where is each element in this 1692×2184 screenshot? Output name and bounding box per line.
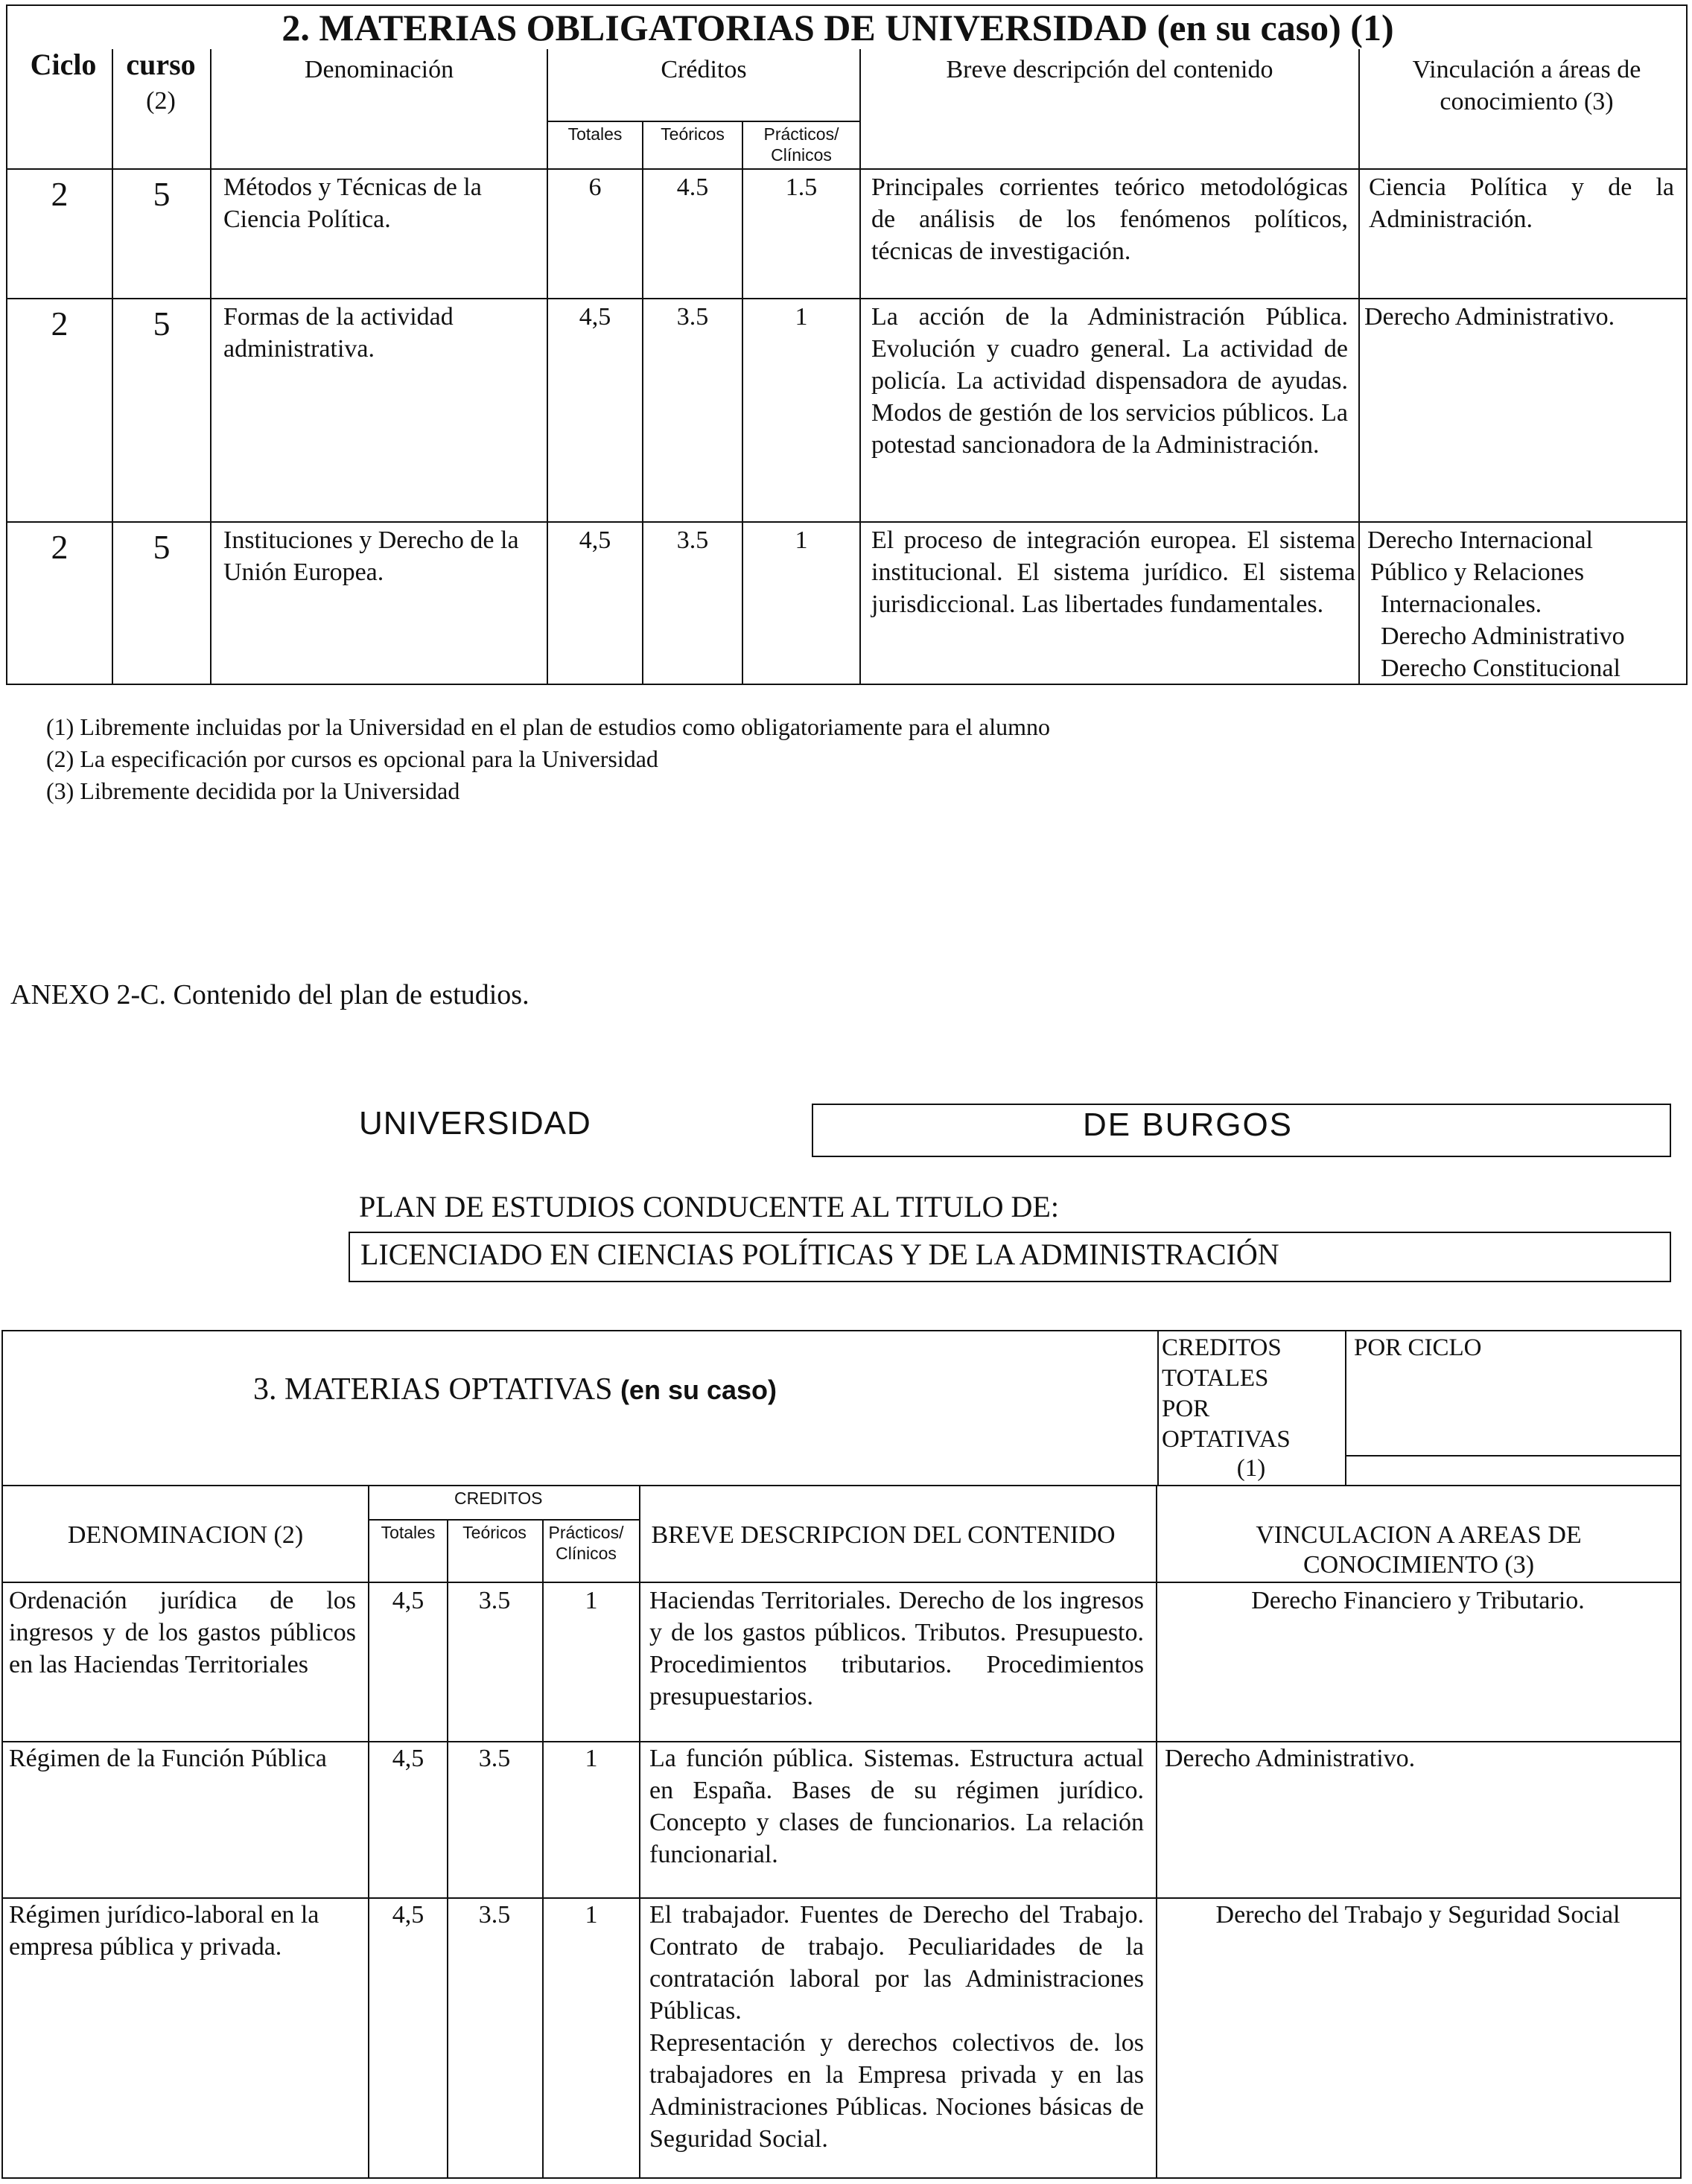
- rule: [6, 521, 1688, 523]
- header-vinculacion: Vinculación a áreas de conocimiento (3): [1412, 56, 1641, 115]
- row2-ciclo: 2: [51, 305, 69, 343]
- row3-descripcion: El proceso de integración europea. El sistema institucional. El sistema jurídico. El sistema jurisdiccional. Las libertades fundamentales.: [871, 526, 1355, 618]
- row3-practicos: 1: [795, 526, 808, 554]
- header-practicos: Prácticos/ Clínicos: [548, 1523, 624, 1563]
- row3-vinculacion-line: Derecho Internacional: [1367, 526, 1593, 554]
- row1-vinculacion: Ciencia Política y de la Administración.: [1369, 173, 1674, 233]
- rule: [639, 1486, 640, 2177]
- row2-curso: 5: [153, 305, 171, 343]
- header-descripcion: Breve descripción del contenido: [946, 56, 1273, 83]
- header-teoricos: Teóricos: [462, 1523, 527, 1542]
- row2-teoricos: 3.5: [676, 303, 709, 331]
- universidad-label: UNIVERSIDAD: [359, 1105, 591, 1142]
- creditos-note: (1): [1236, 1455, 1266, 1482]
- opt-row3-vinculacion: Derecho del Trabajo y Seguridad Social: [1215, 1901, 1621, 1929]
- creditos-totales: CREDITOS TOTALES POR OPTATIVAS: [1162, 1334, 1291, 1453]
- universidad-value: DE BURGOS: [1082, 1107, 1294, 1143]
- footnote: (2) La especificación por cursos es opcional para la Universidad: [46, 745, 658, 772]
- row3-ciclo: 2: [51, 528, 69, 566]
- footnote: (3) Libremente decidida por la Universidad: [46, 777, 460, 804]
- rule: [642, 121, 643, 685]
- header-denominacion: DENOMINACION (2): [67, 1521, 304, 1549]
- header-descripcion: BREVE DESCRIPCION DEL CONTENIDO: [651, 1521, 1116, 1549]
- row3-vinculacion-line: Derecho Constitucional: [1381, 655, 1621, 682]
- opt-row3-teoricos: 3.5: [478, 1901, 511, 1929]
- header-denominacion: Denominación: [304, 56, 454, 83]
- rule: [547, 121, 859, 122]
- row2-descripcion: La acción de la Administración Pública. Evolución y cuadro general. La actividad de policía. La actividad dispensadora de ayudas. Modos de gestión de los servicios públicos. La potestad sancionadora de la Administración.: [871, 303, 1348, 459]
- opt-row2-teoricos: 3.5: [478, 1745, 511, 1772]
- section3-title-main: 3. MATERIAS OPTATIVAS: [253, 1372, 613, 1407]
- row3-totales: 4,5: [579, 526, 611, 554]
- footnotes: [46, 711, 1536, 807]
- rule: [6, 4, 7, 685]
- section3-title: [253, 1370, 1072, 1410]
- header-practicos: Prácticos/ Clínicos: [763, 124, 839, 165]
- rule: [1345, 1455, 1682, 1456]
- opt-row1-vinculacion: Derecho Financiero y Tributario.: [1251, 1587, 1585, 1614]
- row1-totales: 6: [588, 173, 602, 201]
- rule: [447, 1519, 448, 2177]
- opt-row1-totales: 4,5: [392, 1587, 424, 1614]
- rule: [1680, 1330, 1682, 2179]
- row1-denominacion: Métodos y Técnicas de la Ciencia Política.: [223, 173, 482, 233]
- opt-row1-practicos: 1: [585, 1587, 598, 1614]
- opt-row1-descripcion: Haciendas Territoriales. Derecho de los ingresos y de los gastos públicos. Tributos. Presupuesto. Procedimientos tributarios. Procedimientos presupuestarios.: [649, 1587, 1144, 1710]
- rule: [1, 1485, 1682, 1486]
- plan-label: PLAN DE ESTUDIOS CONDUCENTE AL TITULO DE:: [359, 1190, 1059, 1223]
- opt-row3-descripcion: [649, 1899, 1144, 2155]
- row3-vinculacion-line: Público y Relaciones: [1370, 558, 1585, 586]
- opt-row2-totales: 4,5: [392, 1745, 424, 1772]
- opt-row2-practicos: 1: [585, 1745, 598, 1772]
- row2-totales: 4,5: [579, 303, 611, 331]
- opt-row3-descripcion-p2: Representación y derechos colectivos de. los trabajadores en la Empresa privada y en las Administraciones Públicas. Nociones básicas de Seguridad Social.: [649, 2029, 1144, 2153]
- header-curso: curso: [126, 48, 196, 81]
- section3-title-suffix: (en su caso): [620, 1375, 777, 1405]
- rule: [1345, 1330, 1346, 1486]
- opt-row2-descripcion: La función pública. Sistemas. Estructura actual en España. Bases de su régimen jurídico. Concepto y clases de funcionarios. La relación funcionarial.: [649, 1745, 1144, 1868]
- opt-row3-totales: 4,5: [392, 1901, 424, 1929]
- footnote: (1) Libremente incluidas por la Universidad en el plan de estudios como obligatoriamente para el alumno: [46, 713, 1051, 740]
- section2-title: 2. MATERIAS OBLIGATORIAS DE UNIVERSIDAD (en su caso) (1): [282, 7, 1394, 48]
- rule: [1, 1330, 1682, 1331]
- opt-row2-denominacion: Régimen de la Función Pública: [9, 1745, 327, 1772]
- row2-practicos: 1: [795, 303, 808, 331]
- rule: [1358, 49, 1360, 685]
- header-ciclo: Ciclo: [30, 48, 97, 81]
- opt-row3-practicos: 1: [585, 1901, 598, 1929]
- rule: [859, 49, 861, 685]
- rule: [210, 49, 212, 685]
- rule: [6, 298, 1688, 299]
- por-ciclo: POR CICLO: [1354, 1334, 1482, 1361]
- titulo-value: LICENCIADO EN CIENCIAS POLÍTICAS Y DE LA ADMINISTRACIÓN: [360, 1238, 1279, 1271]
- rule: [1, 1582, 1682, 1583]
- rule: [1, 2177, 1682, 2179]
- rule: [1, 1330, 3, 2179]
- rule: [368, 1519, 639, 1521]
- opt-row3-descripcion-p1: El trabajador. Fuentes de Derecho del Trabajo. Contrato de trabajo. Peculiaridades de la contratación laboral por las Administraciones Públicas.: [649, 1901, 1144, 2025]
- header-teoricos: Teóricos: [661, 124, 725, 144]
- row1-teoricos: 4.5: [676, 173, 709, 201]
- header-totales: Totales: [381, 1523, 436, 1542]
- header-vinculacion: VINCULACION A AREAS DE CONOCIMIENTO (3): [1256, 1521, 1582, 1579]
- row2-denominacion: Formas de la actividad administrativa.: [223, 303, 454, 363]
- row1-practicos: 1.5: [785, 173, 818, 201]
- row1-curso: 5: [153, 175, 171, 213]
- rule: [1157, 1330, 1159, 1486]
- header-creditos: Créditos: [661, 56, 747, 83]
- opt-row1-denominacion: Ordenación jurídica de los ingresos y de los gastos públicos en las Haciendas Territoriales: [9, 1587, 356, 1678]
- row3-vinculacion-line: Internacionales.: [1381, 590, 1542, 618]
- row3-curso: 5: [153, 528, 171, 566]
- rule: [742, 121, 743, 685]
- row1-descripcion: Principales corrientes teórico metodológicas de análisis de los fenómenos políticos, técnicas de investigación.: [871, 173, 1348, 265]
- rule: [542, 1519, 544, 2177]
- opt-row3-denominacion: Régimen jurídico-laboral en la empresa pública y privada.: [9, 1901, 319, 1961]
- rule: [112, 49, 113, 685]
- opt-row2-vinculacion: Derecho Administrativo.: [1165, 1745, 1416, 1772]
- row1-ciclo: 2: [51, 175, 69, 213]
- row3-teoricos: 3.5: [676, 526, 709, 554]
- rule: [547, 49, 548, 685]
- row3-denominacion: Instituciones y Derecho de la Unión Europea.: [223, 526, 519, 586]
- row3-vinculacion-line: Derecho Administrativo: [1381, 623, 1625, 650]
- header-totales: Totales: [567, 124, 623, 144]
- opt-row1-teoricos: 3.5: [478, 1587, 511, 1614]
- header-creditos: CREDITOS: [454, 1489, 543, 1508]
- row3-vinculacion: [1367, 524, 1688, 684]
- rule: [6, 168, 1688, 170]
- row2-vinculacion: Derecho Administrativo.: [1364, 303, 1615, 331]
- annex-title: ANEXO 2-C. Contenido del plan de estudios.: [10, 979, 529, 1010]
- header-curso-note: (2): [146, 87, 176, 115]
